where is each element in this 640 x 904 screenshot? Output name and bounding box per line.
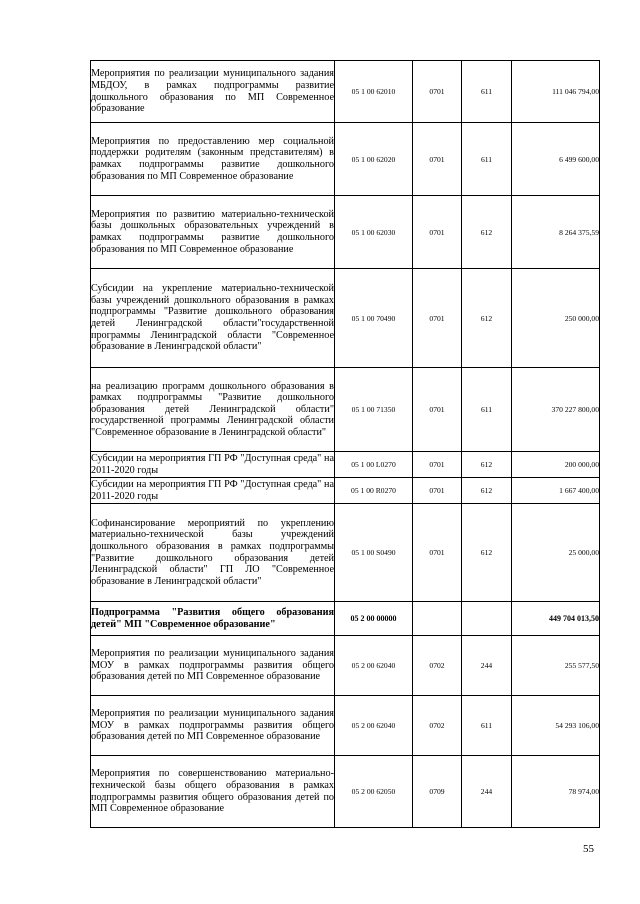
row-description: на реализацию программ дошкольного образования в рамках подпрограммы "Развитие дошкольного образования детей Ленинградской области" государственной программы Ленинградской области "Современное образование в Ленинградской области" [91,368,335,452]
row-section-code: 0702 [413,636,462,696]
row-description: Субсидии на мероприятия ГП РФ "Доступная среда" на 2011-2020 годы [91,452,334,476]
table-row [91,61,600,123]
row-section-code: 0701 [413,123,462,196]
row-section-code: 0701 [413,196,462,269]
row-description: Софинансирование мероприятий по укреплению материально-технической базы учреждений дошкольного образования в рамках подпрограммы "Развитие дошкольного образования детей Ленинградской области" ГП ЛО "Современное образование в Ленинградской области" [91,504,335,602]
row-amount: 1 667 400,00 [512,478,600,504]
row-target-code: 05 2 00 62040 [335,636,413,696]
row-target-code: 05 1 00 62010 [335,61,413,123]
row-amount: 78 974,00 [512,756,600,828]
row-section-code: 0709 [413,756,462,828]
table-row [91,123,600,196]
row-amount: 250 000,00 [512,269,600,368]
table-row [91,269,600,368]
row-target-code: 05 1 00 R0270 [335,478,413,504]
row-section-code: 0701 [413,61,462,123]
table-row [91,504,600,602]
row-target-code: 05 1 00 S0490 [335,504,413,602]
row-expense-kind: 612 [462,196,512,269]
subprogram-row [91,602,600,636]
row-amount: 6 499 600,00 [512,123,600,196]
row-description: Мероприятия по развитию материально-технической базы дошкольных образовательных учреждений в рамках подпрограммы развитие дошкольного образования по МП Современное образование [91,196,335,269]
subprogram-amount: 449 704 013,50 [512,602,600,636]
table-row [91,696,600,756]
row-target-code: 05 1 00 L0270 [335,452,413,478]
row-expense-kind: 611 [462,368,512,452]
row-expense-kind: 611 [462,123,512,196]
row-target-code: 05 1 00 62030 [335,196,413,269]
row-amount: 255 577,50 [512,636,600,696]
table-row [91,452,600,478]
row-section-code: 0701 [413,452,462,478]
table-row [91,368,600,452]
row-section-code: 0701 [413,269,462,368]
table-row [91,196,600,269]
row-description: Субсидии на укрепление материально-технической базы учреждений дошкольного образования в рамках подпрограммы "Развитие дошкольного образования детей Ленинградской области"государственной программы Ленинградской области "Современное образование в Ленинградской области" [91,269,335,368]
table-row [91,636,600,696]
row-description: Мероприятия по реализации муниципального задания МОУ в рамках подпрограммы развития общего образования детей по МП Современное образование [91,696,335,756]
row-section-code: 0701 [413,504,462,602]
row-expense-kind: 611 [462,61,512,123]
row-target-code: 05 2 00 62040 [335,696,413,756]
row-section-code: 0701 [413,368,462,452]
row-description: Мероприятия по предоставлению мер социальной поддержки родителям (законным представителям) в рамках подпрограммы развитие дошкольного образования по МП Современное образование [91,123,335,196]
row-expense-kind [462,602,512,636]
row-amount: 370 227 800,00 [512,368,600,452]
row-amount: 8 264 375,59 [512,196,600,269]
row-target-code: 05 2 00 62050 [335,756,413,828]
row-expense-kind: 244 [462,636,512,696]
row-amount: 200 000,00 [512,452,600,478]
row-expense-kind: 611 [462,696,512,756]
row-amount: 54 293 106,00 [512,696,600,756]
row-target-code: 05 1 00 71350 [335,368,413,452]
row-amount: 111 046 794,00 [512,61,600,123]
budget-table [90,60,600,828]
row-expense-kind: 612 [462,504,512,602]
row-target-code: 05 1 00 70490 [335,269,413,368]
table-row [91,478,600,504]
row-expense-kind: 244 [462,756,512,828]
row-expense-kind: 612 [462,269,512,368]
row-amount: 25 000,00 [512,504,600,602]
row-expense-kind: 612 [462,452,512,478]
page-number: 55 [583,843,594,855]
row-section-code: 0701 [413,478,462,504]
row-expense-kind: 612 [462,478,512,504]
row-description: Мероприятия по реализации муниципального задания МБДОУ, в рамках подпрограммы развитие дошкольного образования по МП Современное образование [91,61,335,123]
table-row [91,756,600,828]
row-description: Мероприятия по реализации муниципального задания МОУ в рамках подпрограммы развития общего образования детей по МП Современное образование [91,636,335,696]
row-description: Субсидии на мероприятия ГП РФ "Доступная среда" на 2011-2020 годы [91,478,334,502]
row-description: Мероприятия по совершенствованию материально-технической базы общего образования в рамках подпрограммы развития общего образования детей по МП Современное образование [91,756,335,828]
row-target-code: 05 1 00 62020 [335,123,413,196]
row-section-code: 0702 [413,696,462,756]
subprogram-title: Подпрограмма "Развития общего образования детей" МП "Современное образование" [91,602,335,636]
row-target-code: 05 2 00 00000 [335,602,413,636]
row-section-code [413,602,462,636]
